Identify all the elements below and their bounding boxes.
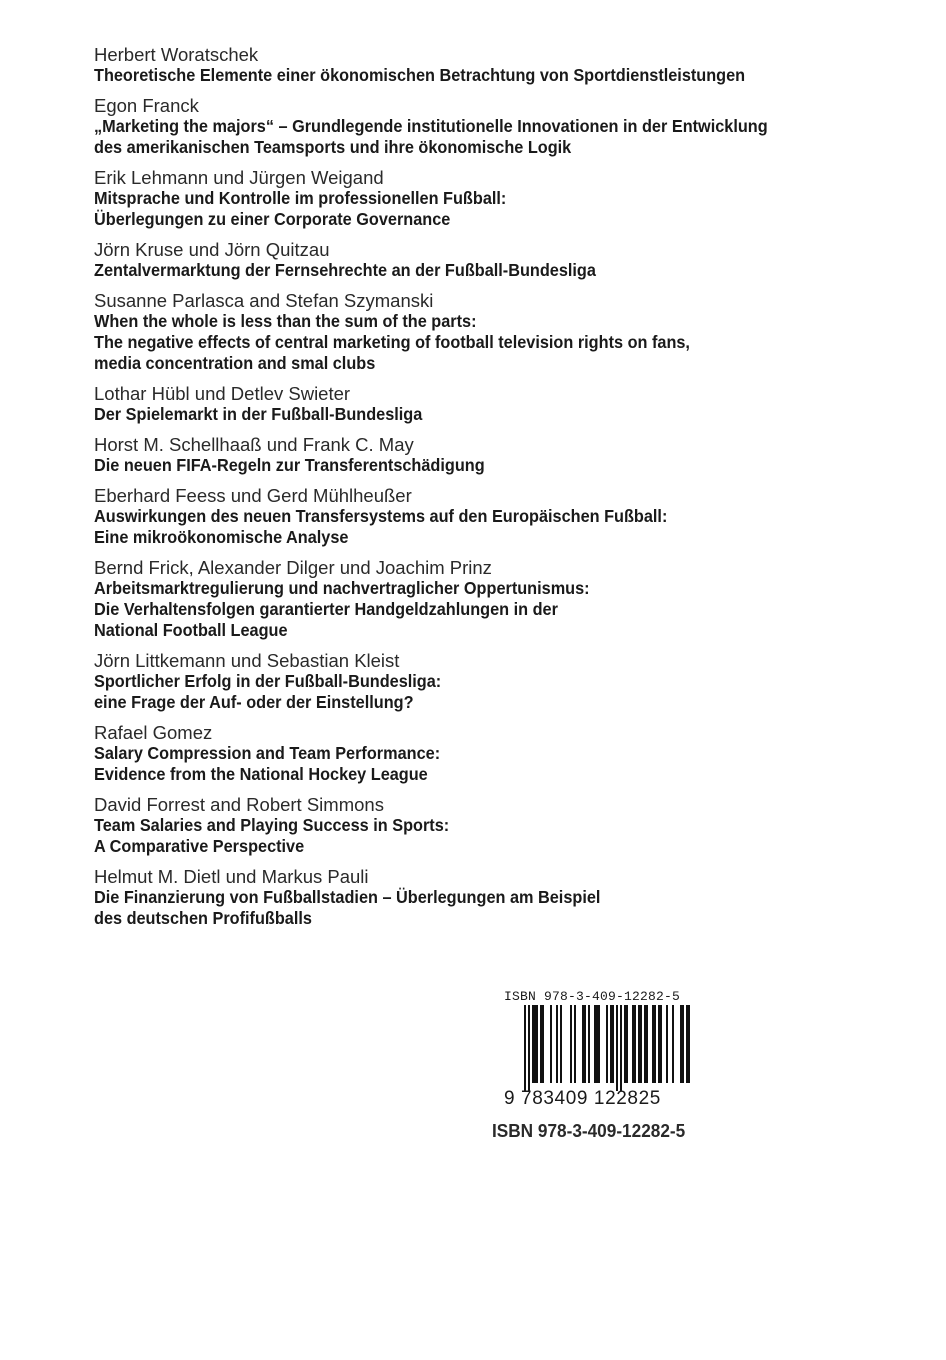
entry-title xyxy=(94,455,854,476)
barcode-bar xyxy=(582,1005,584,1083)
barcode-bar xyxy=(624,1005,626,1083)
barcode-bar xyxy=(666,1005,668,1083)
entry-authors: Jörn Kruse und Jörn Quitzau xyxy=(94,239,330,260)
entry-authors: Eberhard Feess und Gerd Mühlheußer xyxy=(94,485,412,506)
entry-title xyxy=(94,887,854,929)
entry-title-line: The negative effects of central marketing of football television rights on fans, xyxy=(94,332,690,352)
entry-title-line: Die neuen FIFA-Regeln zur Transferentschädigung xyxy=(94,455,485,475)
barcode-bar xyxy=(634,1005,636,1083)
entry-authors: Herbert Woratschek xyxy=(94,44,259,65)
list-item xyxy=(94,557,854,641)
entry-title-line: des deutschen Profifußballs xyxy=(94,908,312,928)
barcode-bar xyxy=(560,1005,562,1083)
list-item xyxy=(94,167,854,230)
barcode-bar xyxy=(616,1005,618,1091)
entry-authors: Helmut M. Dietl und Markus Pauli xyxy=(94,866,369,887)
list-item xyxy=(94,290,854,374)
barcode-bar xyxy=(646,1005,648,1083)
barcode-bar xyxy=(534,1005,536,1083)
entry-title-line: Der Spielemarkt in der Fußball-Bundesliga xyxy=(94,404,423,424)
entry-title xyxy=(94,815,854,857)
barcode-bar xyxy=(532,1005,534,1083)
entry-title-line: Sportlicher Erfolg in der Fußball-Bundesliga: xyxy=(94,671,442,691)
entry-title xyxy=(94,404,854,425)
entry-title-line: When the whole is less than the sum of the parts: xyxy=(94,311,477,331)
entry-title-line: media concentration and smal clubs xyxy=(94,353,376,373)
entry-title xyxy=(94,116,854,158)
barcode-bar xyxy=(644,1005,646,1083)
entry-title xyxy=(94,578,854,641)
entry-title-line: Team Salaries and Playing Success in Sports: xyxy=(94,815,450,835)
entry-title xyxy=(94,188,854,230)
barcode-bar xyxy=(626,1005,628,1083)
entry-title-line: Evidence from the National Hockey League xyxy=(94,764,428,784)
entry-authors: Susanne Parlasca and Stefan Szymanski xyxy=(94,290,434,311)
entry-title-line: Die Finanzierung von Fußballstadien – Überlegungen am Beispiel xyxy=(94,887,601,907)
list-item xyxy=(94,485,854,548)
entry-title-line: Die Verhaltensfolgen garantierter Handgeldzahlungen in der xyxy=(94,599,558,619)
entry-title xyxy=(94,260,854,281)
barcode-bar xyxy=(584,1005,586,1083)
barcode-block xyxy=(504,990,724,1109)
list-item xyxy=(94,44,854,86)
barcode-bar xyxy=(640,1005,642,1083)
barcode-bar xyxy=(556,1005,558,1083)
list-item xyxy=(94,722,854,785)
entry-title xyxy=(94,311,854,374)
entry-title-line: Überlegungen zu einer Corporate Governance xyxy=(94,209,451,229)
contents-list xyxy=(94,44,854,938)
barcode-isbn-label: ISBN 978-3-409-12282-5 xyxy=(504,989,681,1004)
entry-title-line: National Football League xyxy=(94,620,288,640)
list-item xyxy=(94,95,854,158)
entry-title xyxy=(94,65,854,86)
entry-authors: Rafael Gomez xyxy=(94,722,213,743)
barcode-bar xyxy=(680,1005,682,1083)
entry-authors: Erik Lehmann und Jürgen Weigand xyxy=(94,167,384,188)
barcode-bar xyxy=(672,1005,674,1083)
barcode xyxy=(504,1005,694,1091)
barcode-bar xyxy=(524,1005,526,1091)
entry-title xyxy=(94,743,854,785)
entry-authors: David Forrest and Robert Simmons xyxy=(94,794,384,815)
barcode-bar xyxy=(652,1005,654,1083)
barcode-bar xyxy=(660,1005,662,1083)
entry-title-line: Mitsprache und Kontrolle im professionellen Fußball: xyxy=(94,188,507,208)
entry-authors: Horst M. Schellhaaß und Frank C. May xyxy=(94,434,414,455)
barcode-bar xyxy=(570,1005,572,1083)
entry-title-line: Eine mikroökonomische Analyse xyxy=(94,527,349,547)
barcode-bar xyxy=(598,1005,600,1083)
list-item xyxy=(94,383,854,425)
list-item xyxy=(94,650,854,713)
entry-title xyxy=(94,671,854,713)
barcode-digits: 9 783409 122825 xyxy=(504,1088,661,1109)
isbn-number: ISBN 978-3-409-12282-5 xyxy=(492,1120,686,1141)
barcode-bar xyxy=(638,1005,640,1083)
barcode-bar xyxy=(620,1005,622,1091)
barcode-bar xyxy=(688,1005,690,1083)
barcode-bar xyxy=(596,1005,598,1083)
barcode-bar xyxy=(574,1005,576,1083)
entry-authors: Jörn Littkemann und Sebastian Kleist xyxy=(94,650,400,671)
entry-title-line: Theoretische Elemente einer ökonomischen Betrachtung von Sportdienstleistungen xyxy=(94,65,746,85)
barcode-bar xyxy=(682,1005,684,1083)
barcode-bar xyxy=(654,1005,656,1083)
entry-title-line: „Marketing the majors“ – Grundlegende institutionelle Innovationen in der Entwicklung xyxy=(94,116,768,136)
entry-authors: Egon Franck xyxy=(94,95,199,116)
entry-title-line: Arbeitsmarktregulierung und nachvertraglicher Oppertunismus: xyxy=(94,578,590,598)
entry-title-line: Auswirkungen des neuen Transfersystems auf den Europäischen Fußball: xyxy=(94,506,668,526)
barcode-bar xyxy=(612,1005,614,1083)
entry-title-line: A Comparative Perspective xyxy=(94,836,305,856)
entry-authors: Bernd Frick, Alexander Dilger und Joachim Prinz xyxy=(94,557,492,578)
barcode-bar xyxy=(542,1005,544,1083)
entry-title xyxy=(94,506,854,548)
barcode-bar xyxy=(540,1005,542,1083)
list-item xyxy=(94,239,854,281)
barcode-bar xyxy=(632,1005,634,1083)
barcode-bar xyxy=(610,1005,612,1083)
barcode-bar xyxy=(528,1005,530,1091)
list-item xyxy=(94,866,854,929)
barcode-bar xyxy=(550,1005,552,1083)
barcode-bar xyxy=(536,1005,538,1083)
entry-authors: Lothar Hübl und Detlev Swieter xyxy=(94,383,351,404)
list-item xyxy=(94,794,854,857)
barcode-bar xyxy=(606,1005,608,1083)
barcode-bar xyxy=(594,1005,596,1083)
barcode-bar xyxy=(588,1005,590,1083)
barcode-bar xyxy=(658,1005,660,1083)
barcode-bars xyxy=(524,1005,694,1091)
entry-title-line: Salary Compression and Team Performance: xyxy=(94,743,441,763)
list-item xyxy=(94,434,854,476)
barcode-bar xyxy=(686,1005,688,1083)
entry-title-line: Zentalvermarktung der Fernsehrechte an der Fußball-Bundesliga xyxy=(94,260,596,280)
entry-title-line: eine Frage der Auf- oder der Einstellung? xyxy=(94,692,414,712)
entry-title-line: des amerikanischen Teamsports und ihre ökonomische Logik xyxy=(94,137,572,157)
